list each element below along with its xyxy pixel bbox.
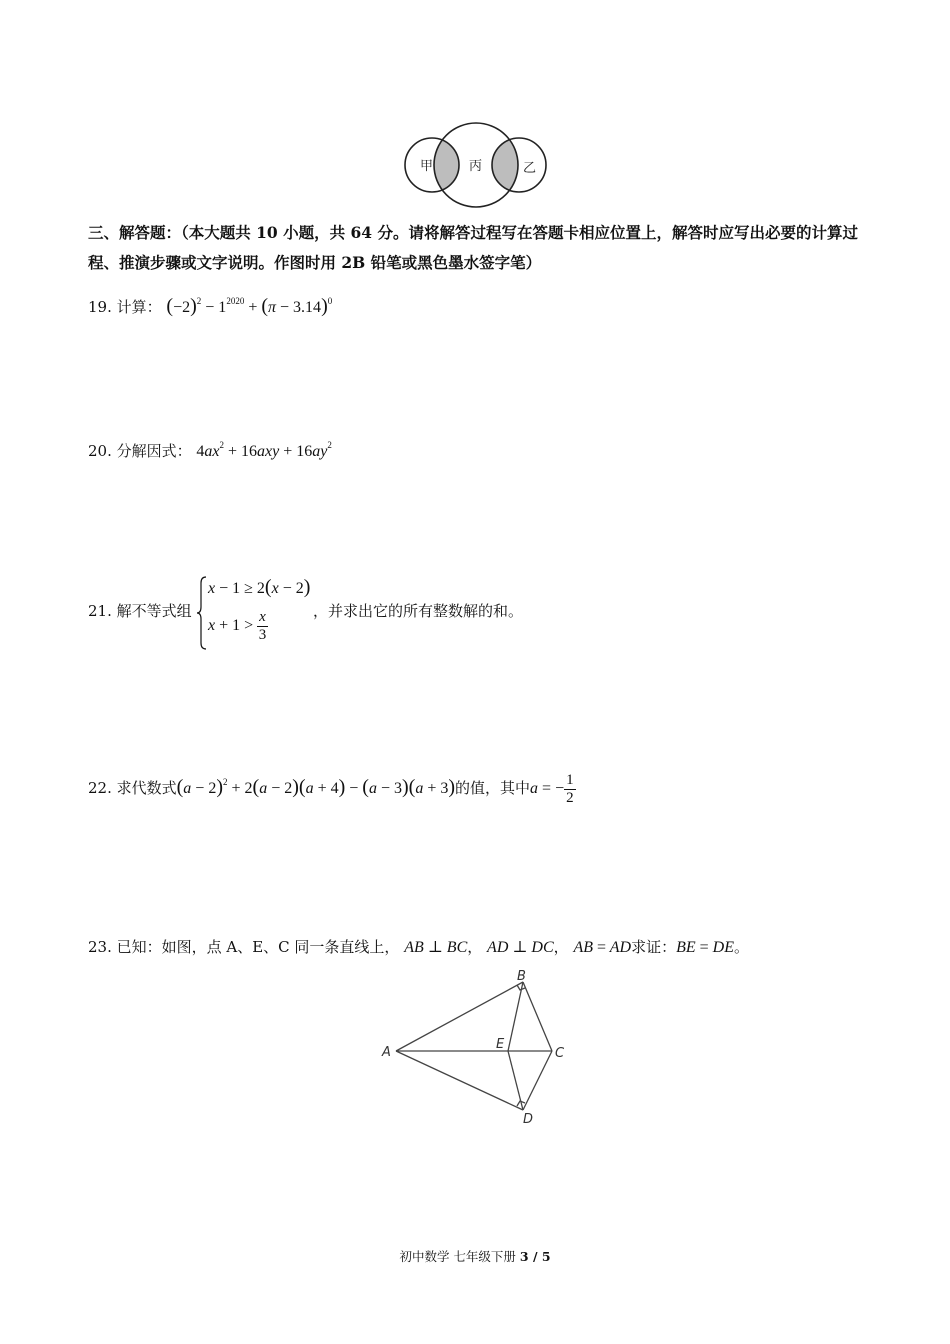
- segment-AD: [396, 1051, 523, 1110]
- q23-label: 23. 已知：如图，点 A、E、C 同一条直线上，: [88, 938, 400, 956]
- section-title: 三、解答题：（本大题共 10 小题，共 64 分。请将解答过程写在答题卡相应位置上，解答时应写出必要的计算过程、推演步骤或文字说明。作图时用 2B 铅笔或黑色墨水签字笔）: [88, 223, 858, 272]
- label-yi: 乙: [523, 161, 537, 176]
- q19-label: 19. 计算：: [88, 298, 162, 316]
- q23-condition-2: AD ⊥ DC: [487, 939, 554, 956]
- q22-mid: 的值，其中: [455, 779, 531, 797]
- q22-expression: $(a - 2)^2 + 2(a - 2)(a + 4) - (a - 3)(a + 3)$: [176, 776, 456, 798]
- question-19: [88, 290, 332, 319]
- q21-suffix: ，并求出它的所有整数解的和。: [313, 602, 524, 620]
- segment-BC: [523, 982, 552, 1051]
- q23-goal: BE = DE: [676, 939, 734, 956]
- point-B: B: [517, 969, 526, 984]
- point-C: C: [555, 1046, 565, 1061]
- point-E: E: [496, 1037, 505, 1052]
- q23-prove: 求证：: [631, 938, 677, 956]
- question-23: 23. 已知：如图，点 A、E、C 同一条直线上， AB ⊥ BC， AD ⊥ DC， AB = AD求证：BE = DE。: [88, 938, 750, 956]
- right-angle-B: [517, 985, 525, 990]
- question-20: [88, 434, 332, 463]
- page-number: 3 / 5: [519, 1249, 551, 1264]
- inequality-2: x + 1 > $\frac{x}{3}$: [208, 609, 267, 643]
- inequality-1: x − 1 ≥ 2(x − 2): [208, 576, 311, 598]
- q23-condition-3: AB = AD: [573, 939, 632, 956]
- q20-label: 20. 分解因式：: [88, 442, 192, 460]
- point-D: D: [523, 1112, 534, 1127]
- page-footer: [0, 1247, 950, 1265]
- q20-expression: $4ax^2 + 16axy + 16ay^2$: [196, 440, 332, 460]
- question-21: [88, 600, 192, 622]
- label-jia: 甲: [420, 159, 434, 174]
- footer-text: 初中数学 七年级下册: [399, 1249, 520, 1264]
- geometry-figure: [378, 968, 578, 1128]
- segment-DC: [523, 1051, 552, 1110]
- q21-label: 21. 解不等式组: [88, 602, 192, 620]
- q23-condition-1: AB ⊥ BC: [404, 939, 468, 956]
- q19-expression: $(-2)^2 - 1^{2020} + (\pi - 3.14)^0$: [166, 295, 333, 317]
- question-22: [88, 771, 576, 807]
- q22-value: a = − $\frac{1}{2}$: [530, 771, 574, 806]
- system-brace: [196, 575, 208, 651]
- point-A: A: [382, 1045, 391, 1060]
- segment-BE: [508, 982, 523, 1051]
- venn-diagram: [400, 115, 550, 215]
- q22-label: 22. 求代数式: [88, 779, 177, 797]
- label-bing: 丙: [469, 159, 483, 174]
